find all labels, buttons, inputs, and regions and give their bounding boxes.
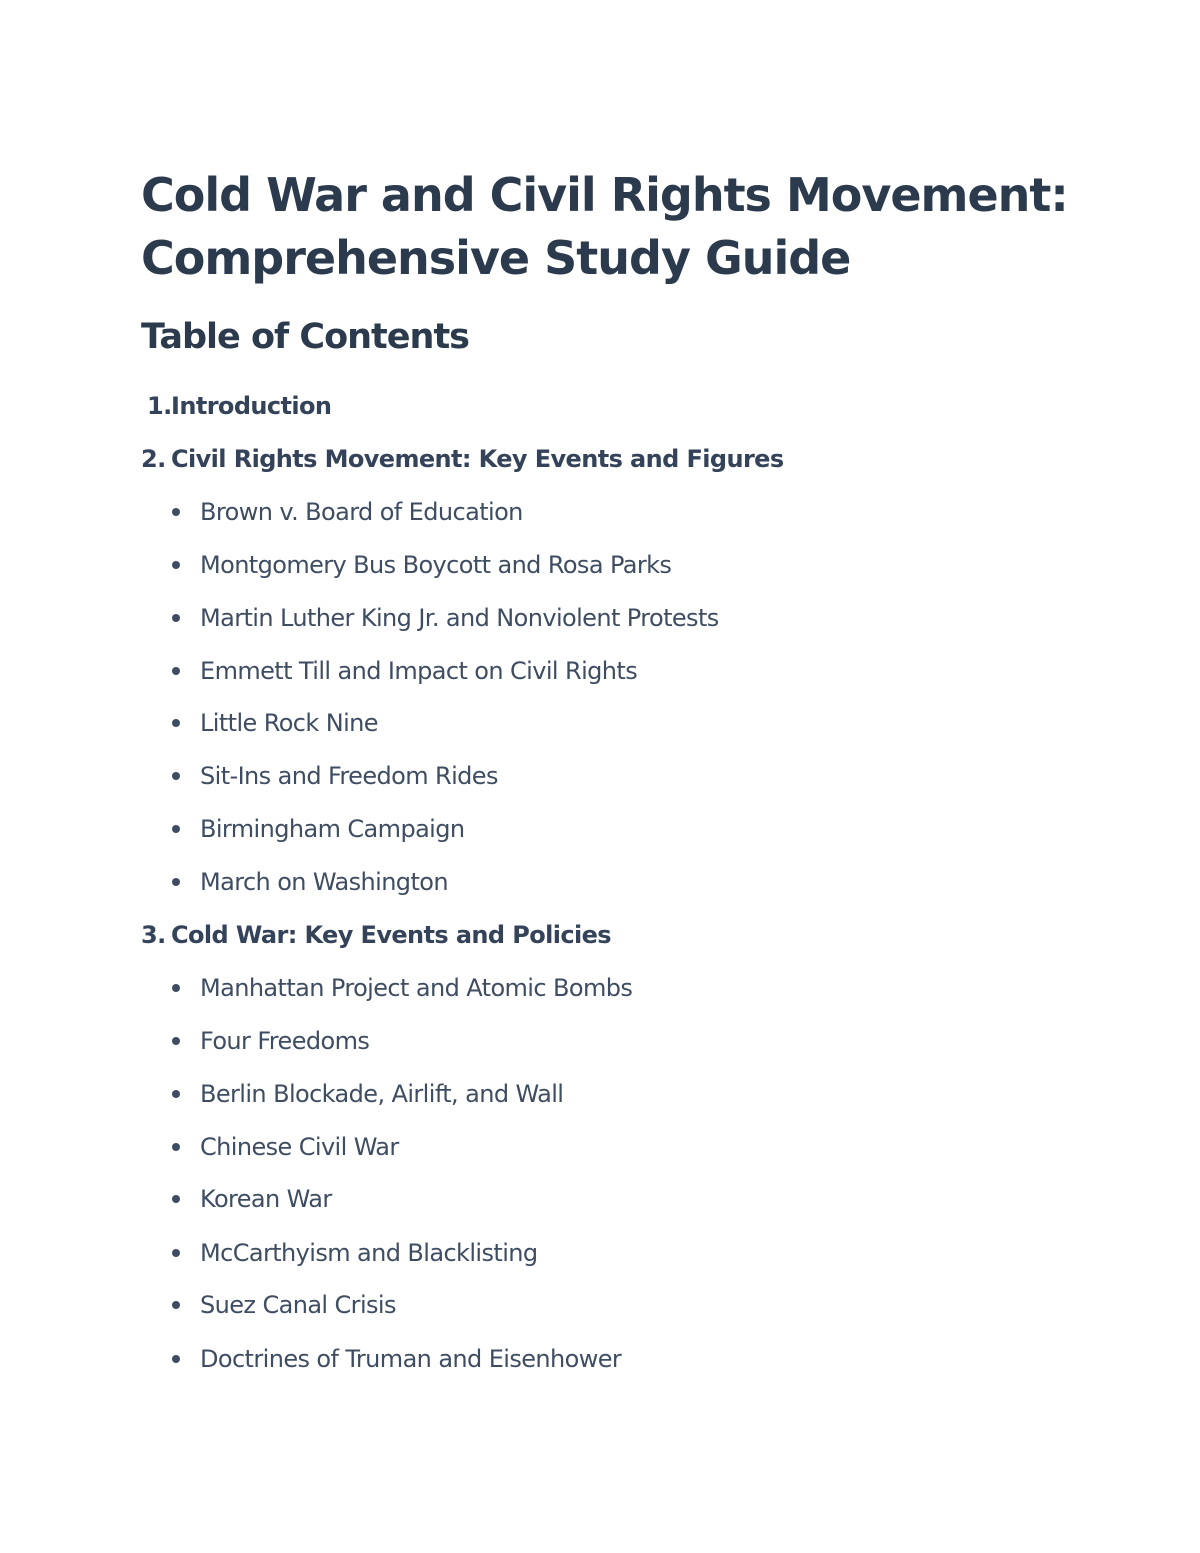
toc-item-korean-war[interactable] bbox=[0, 1179, 1100, 1219]
toc-heading: Table of Contents bbox=[141, 317, 470, 357]
toc-item-berlin-blockade[interactable] bbox=[0, 1074, 1100, 1114]
toc-item-montgomery-bus-boycott[interactable] bbox=[0, 545, 1100, 585]
toc-item-label: Sit-Ins and Freedom Rides bbox=[200, 762, 498, 790]
toc-item-sit-ins-freedom-rides[interactable] bbox=[0, 756, 1100, 796]
bullet-icon bbox=[172, 1301, 180, 1309]
toc-item-label: Doctrines of Truman and Eisenhower bbox=[200, 1345, 622, 1373]
toc-section-cold-war[interactable] bbox=[0, 915, 1100, 955]
toc-item-label: Manhattan Project and Atomic Bombs bbox=[200, 974, 633, 1002]
bullet-icon bbox=[172, 719, 180, 727]
toc-item-label: Four Freedoms bbox=[200, 1027, 370, 1055]
bullet-icon bbox=[172, 1143, 180, 1151]
bullet-icon bbox=[172, 1090, 180, 1098]
bullet-icon bbox=[172, 614, 180, 622]
toc-item-label: Berlin Blockade, Airlift, and Wall bbox=[200, 1080, 564, 1108]
toc-item-label: Chinese Civil War bbox=[200, 1133, 399, 1161]
bullet-icon bbox=[172, 508, 180, 516]
toc-section-number: 3. bbox=[141, 921, 166, 949]
toc-item-label: Little Rock Nine bbox=[200, 709, 378, 737]
toc-section-label: Cold War: Key Events and Policies bbox=[171, 921, 611, 949]
toc-section-number: 2. bbox=[141, 445, 166, 473]
toc-item-chinese-civil-war[interactable] bbox=[0, 1127, 1100, 1167]
bullet-icon bbox=[172, 561, 180, 569]
toc-item-little-rock-nine[interactable] bbox=[0, 703, 1100, 743]
toc-item-label: March on Washington bbox=[200, 868, 448, 896]
toc-item-label: Birmingham Campaign bbox=[200, 815, 465, 843]
toc-item-label: Suez Canal Crisis bbox=[200, 1291, 396, 1319]
bullet-icon bbox=[172, 1249, 180, 1257]
bullet-icon bbox=[172, 1355, 180, 1363]
toc-section-label: Introduction bbox=[171, 392, 332, 420]
toc-item-truman-eisenhower-doctrines[interactable] bbox=[0, 1339, 1100, 1379]
bullet-icon bbox=[172, 1195, 180, 1203]
toc-section-number: 1. bbox=[147, 392, 172, 420]
toc-section-introduction[interactable] bbox=[0, 386, 1100, 426]
toc-item-emmett-till[interactable] bbox=[0, 651, 1100, 691]
bullet-icon bbox=[172, 667, 180, 675]
bullet-icon bbox=[172, 1037, 180, 1045]
toc-item-label: Emmett Till and Impact on Civil Rights bbox=[200, 657, 638, 685]
toc-item-label: Martin Luther King Jr. and Nonviolent Protests bbox=[200, 604, 719, 632]
bullet-icon bbox=[172, 878, 180, 886]
toc-item-march-on-washington[interactable] bbox=[0, 862, 1100, 902]
toc-item-four-freedoms[interactable] bbox=[0, 1021, 1100, 1061]
title-line-2: Comprehensive Study Guide bbox=[141, 231, 851, 285]
toc-item-manhattan-project[interactable] bbox=[0, 968, 1100, 1008]
toc-item-suez-canal-crisis[interactable] bbox=[0, 1285, 1100, 1325]
toc-item-mccarthyism[interactable] bbox=[0, 1233, 1100, 1273]
toc-item-mlk-nonviolent-protests[interactable] bbox=[0, 598, 1100, 638]
title-line-1: Cold War and Civil Rights Movement: bbox=[141, 168, 1068, 222]
toc-item-label: McCarthyism and Blacklisting bbox=[200, 1239, 538, 1267]
toc-section-civil-rights[interactable] bbox=[0, 439, 1100, 479]
bullet-icon bbox=[172, 825, 180, 833]
bullet-icon bbox=[172, 984, 180, 992]
toc-item-label: Korean War bbox=[200, 1185, 332, 1213]
toc-section-label: Civil Rights Movement: Key Events and Figures bbox=[171, 445, 784, 473]
toc-item-brown-v-board[interactable] bbox=[0, 492, 1100, 532]
toc-item-birmingham-campaign[interactable] bbox=[0, 809, 1100, 849]
toc-item-label: Brown v. Board of Education bbox=[200, 498, 523, 526]
bullet-icon bbox=[172, 772, 180, 780]
toc-item-label: Montgomery Bus Boycott and Rosa Parks bbox=[200, 551, 672, 579]
